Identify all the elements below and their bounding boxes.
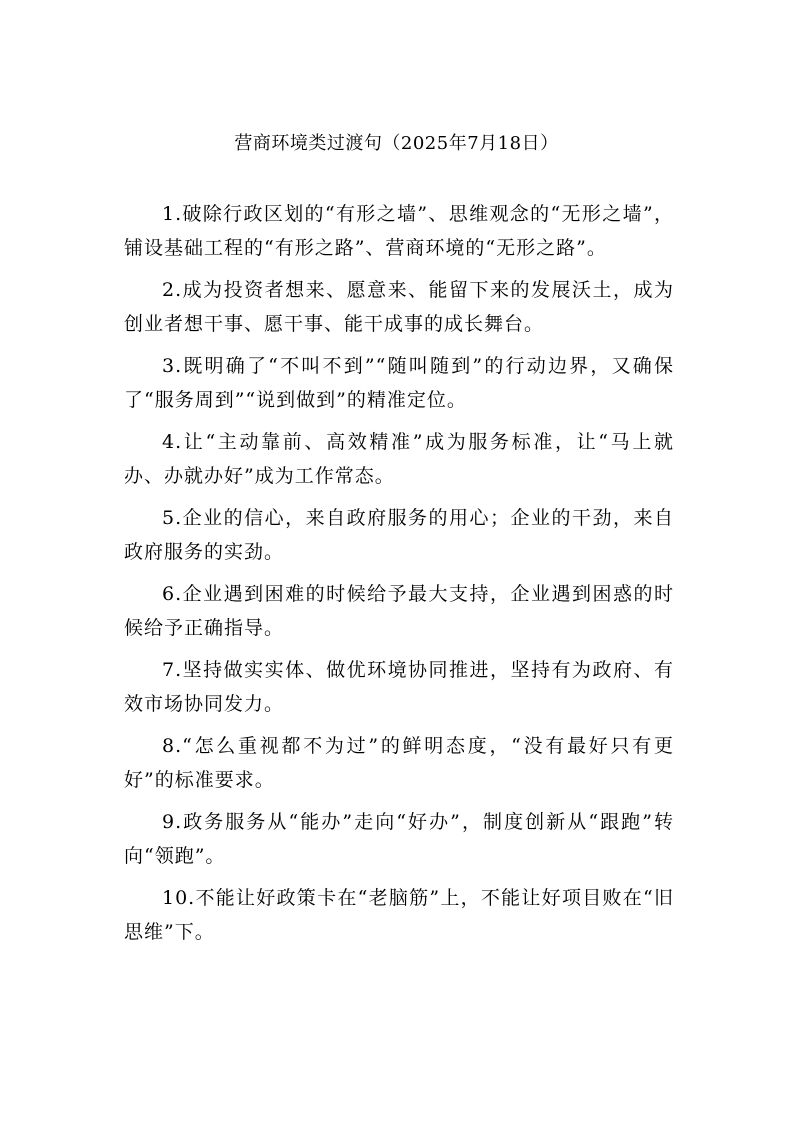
paragraph-4: 4.让“主动靠前、高效精准”成为服务标准，让“马上就办、办就办好”成为工作常态。 xyxy=(124,431,674,487)
paragraph-9: 9.政务服务从“能办”走向“好办”，制度创新从“跟跑”转向“领跑”。 xyxy=(124,811,674,867)
paragraph-10: 10.不能让好政策卡在“老脑筋”上，不能让好项目败在“旧思维”下。 xyxy=(124,887,674,943)
document-body xyxy=(124,197,674,957)
paragraph-2: 2.成为投资者想来、愿意来、能留下来的发展沃土，成为创业者想干事、愿干事、能干成事的成长舞台。 xyxy=(124,279,674,335)
paragraph-5: 5.企业的信心，来自政府服务的用心；企业的干劲，来自政府服务的实劲。 xyxy=(124,507,674,563)
paragraph-7: 7.坚持做实实体、做优环境协同推进，坚持有为政府、有效市场协同发力。 xyxy=(124,659,674,715)
paragraph-1: 1.破除行政区划的“有形之墙”、思维观念的“无形之墙”，铺设基础工程的“有形之路”、营商环境的“无形之路”。 xyxy=(124,203,674,259)
paragraph-3: 3.既明确了“不叫不到”“随叫随到”的行动边界，又确保了“服务周到”“说到做到”的精准定位。 xyxy=(124,355,674,411)
paragraph-6: 6.企业遇到困难的时候给予最大支持，企业遇到困惑的时候给予正确指导。 xyxy=(124,583,674,639)
document-title: 营商环境类过渡句（2025年7月18日） xyxy=(234,133,559,154)
paragraph-8: 8.“怎么重视都不为过”的鲜明态度，“没有最好只有更好”的标准要求。 xyxy=(124,735,674,791)
